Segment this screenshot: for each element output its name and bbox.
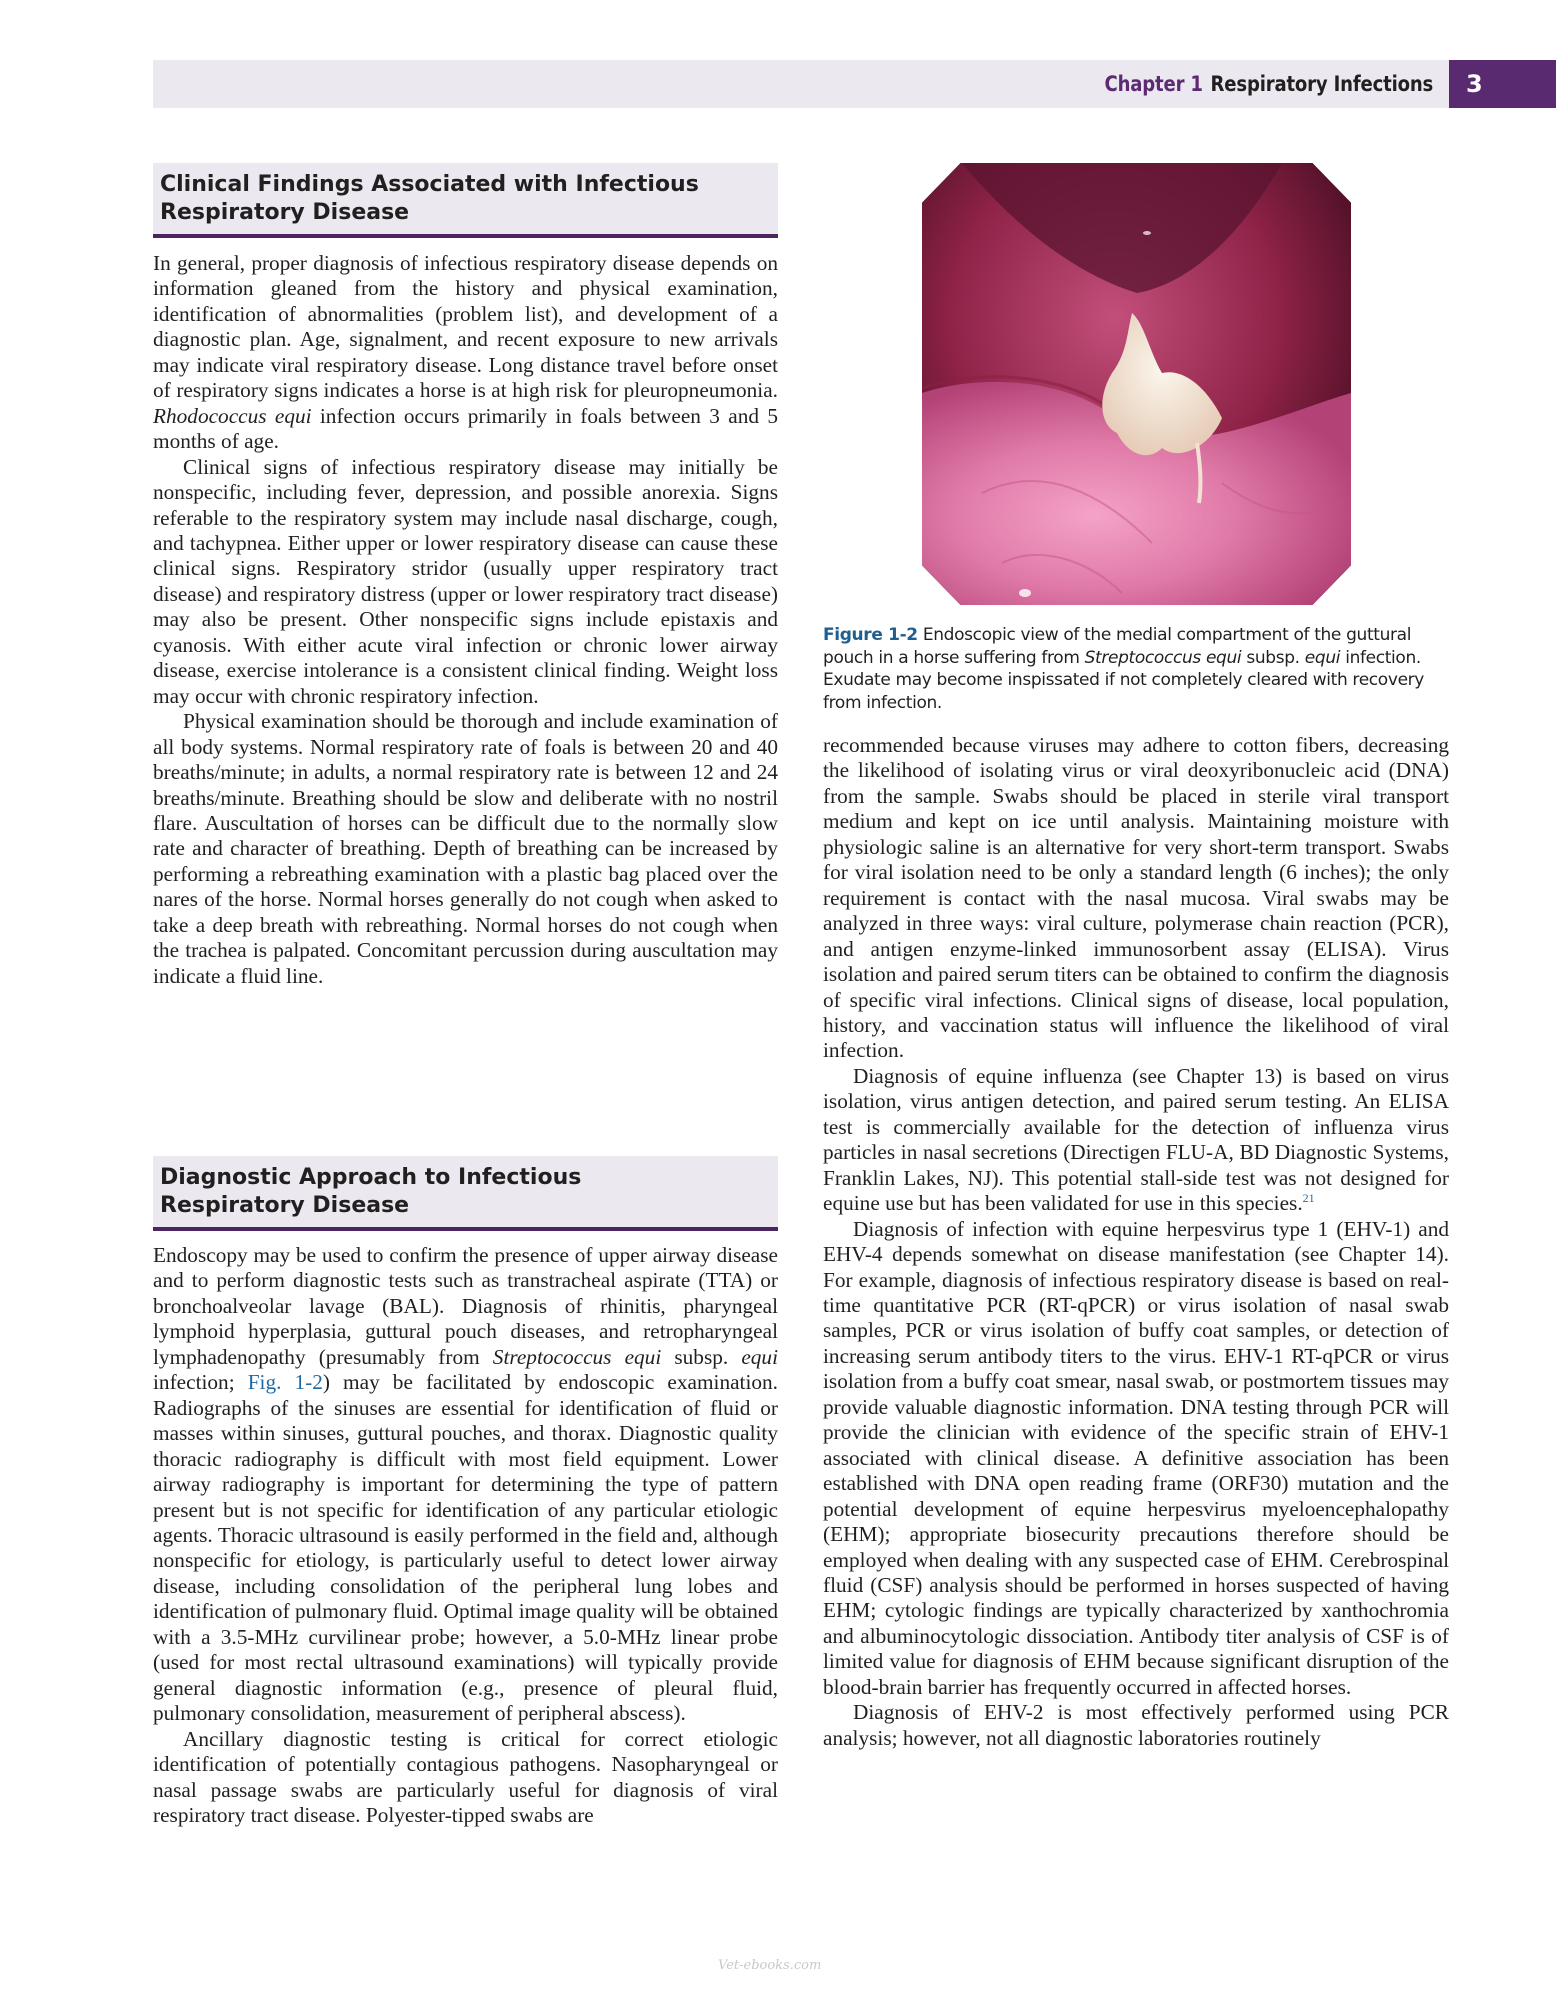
- text-run: Diagnosis of equine influenza (see Chapter 13) is based on virus isolation, virus antigen detection, and paired serum testing. An ELISA test is commercially available for the detection of influenza virus particles in nasal secretions (Directigen FLU-A, BD Diagnostic Systems, Franklin Lakes, NJ). This potential stall-side test was not designed for equine use but has been validated for use in this species.: [823, 1063, 1449, 1216]
- paragraph-ancillary-testing: Ancillary diagnostic testing is critical for correct etiologic identification of potentially contagious pathogens. Nasopharyngeal or nasal passage swabs are particularly useful for diagnosis of viral respiratory tract disease. Polyester-tipped swabs are: [153, 1726, 778, 1827]
- heading-line-2: Respiratory Disease: [160, 1193, 410, 1218]
- paragraph-history: [153, 251, 778, 455]
- left-column-block-2: [153, 1243, 778, 1828]
- section-heading-diagnostic-approach: [153, 1156, 778, 1231]
- paragraph-clinical-signs: Clinical signs of infectious respiratory disease may initially be nonspecific, including fever, depression, and possible anorexia. Signs referable to the respiratory system may include nasal discharge, cough, and tachypnea. Either upper or lower respiratory disease can cause these clinical signs. Respiratory stridor (usually upper respiratory tract disease) and respiratory distress (upper or lower respiratory tract disease) may also be present. Other nonspecific signs include epistaxis and cyanosis. With either acute viral infection or chronic lower airway disease, exercise intolerance is a consistent clinical finding. Weight loss may occur with chronic respiratory infection.: [153, 454, 778, 708]
- figure-caption: [823, 624, 1449, 714]
- light-reflection: [1143, 231, 1151, 235]
- paragraph-equine-influenza: [823, 1064, 1449, 1217]
- text-run: In general, proper diagnosis of infectious respiratory disease depends on information gleaned from the history and physical examination, identification of abnormalities (problem list), and development of a diagnostic plan. Age, signalment, and recent exposure to new arrivals may indicate viral respiratory disease. Long distance travel before onset of respiratory signs indicates a horse is at high risk for pleuropneumonia.: [153, 251, 778, 403]
- paragraph-swabs: recommended because viruses may adhere to cotton fibers, decreasing the likelihood of isolating virus or viral deoxyribonucleic acid (DNA) from the sample. Swabs should be placed in sterile viral transport medium and kept on ice until analysis. Maintaining moisture with physiologic saline is an alternative for very short-term transport. Swabs for viral isolation need to be only a standard length (6 inches); the only requirement is contact with the nasal mucosa. Viral swabs may be analyzed in three ways: viral culture, polymerase chain reaction (PCR), and antigen enzyme-linked immunosorbent assay (ELISA). Virus isolation and paired serum titers can be obtained to confirm the diagnosis of specific viral infections. Clinical signs of disease, local population, history, and vaccination status will influence the likelihood of viral infection.: [823, 733, 1449, 1063]
- italic-organism: Streptococcus equi: [492, 1344, 662, 1369]
- paragraph-ehv1: Diagnosis of infection with equine herpesvirus type 1 (EHV-1) and EHV-4 depends somewhat on disease manifestation (see Chapter 14). For example, diagnosis of infectious respiratory disease is based on real-time quantitative PCR (RT-qPCR) or virus isolation of nasal swab samples, PCR or virus isolation of buffy coat samples, or detection of increasing serum antibody titers to the virus. EHV-1 RT-qPCR or virus isolation from a buffy coat smear, nasal swab, or postmortem tissues may provide valuable diagnostic information. DNA testing through PCR will provide the clinician with evidence of the specific strain of EHV-1 associated with clinical disease. A definitive association has been established with DNA open reading frame (ORF30) mutation and the potential development of equine herpesvirus myeloencephalopathy (EHM); appropriate biosecurity precautions therefore should be employed when dealing with any suspected case of EHM. Cerebrospinal fluid (CSF) analysis should be performed in horses suspected of having EHM; cytologic findings are typically characterized by xanthochromia and albuminocytologic dissociation. Antibody titer analysis of CSF is of limited value for diagnosis of EHM because significant disruption of the blood-brain barrier has frequently occurred in affected horses.: [823, 1216, 1449, 1699]
- text-run: subsp.: [661, 1344, 742, 1369]
- page-number: [1449, 60, 1556, 108]
- text-run: ) may be facilitated by endoscopic examination. Radiographs of the sinuses are essential for identification of fluid or masses within sinuses, guttural pouches, and thorax. Diagnostic quality thoracic radiography is difficult with most field equipment. Lower airway radiography is important for determining the type of pattern present but is not specific for identification of any particular etiologic agents. Thoracic ultrasound is easily performed in the field and, although nonspecific for etiology, is particularly useful to detect lower airway disease, including consolidation of the peripheral lung lobes and identification of pulmonary fluid. Optimal image quality will be obtained with a 3.5-MHz curvilinear probe; however, a 5.0-MHz linear probe (used for most rectal ultrasound examinations) will typically provide general diagnostic information (e.g., presence of pleural fluid, pulmonary consolidation, measurement of peripheral abscess).: [153, 1370, 779, 1726]
- caption-text: infection. Exudate may become inspissated if not completely cleared with recovery from infection.: [823, 647, 1425, 713]
- endoscopy-illustration: [922, 163, 1351, 605]
- chapter-label: Chapter 1: [1104, 72, 1203, 96]
- heading-line-2: Respiratory Disease: [160, 200, 410, 225]
- paragraph-physical-exam: Physical examination should be thorough and include examination of all body systems. Normal respiratory rate of foals is between 20 and 40 breaths/minute; in adults, a normal respiratory rate is between 12 and 24 breaths/minute. Breathing should be slow and deliberate with no nostril flare. Auscultation of horses can be difficult due to the normally slow rate and character of breathing. Depth of breathing can be increased by performing a rebreathing examination with a plastic bag placed over the nares of the horse. Normal horses generally do not cough when asked to take a deep breath with rebreathing. Normal horses do not cough when the trachea is palpated. Concomitant percussion during auscultation may indicate a fluid line.: [153, 709, 778, 988]
- figure-link[interactable]: Fig. 1-2: [247, 1370, 323, 1395]
- right-column-text: [823, 733, 1449, 1751]
- heading-line-1: Diagnostic Approach to Infectious: [160, 1165, 582, 1190]
- italic-organism: Rhodococcus equi: [153, 403, 312, 428]
- page-number-text: 3: [1466, 70, 1483, 98]
- caption-text: Endoscopic view of the medial compartment of the guttural pouch in a horse suffering from: [823, 625, 1412, 668]
- text-run: infection;: [153, 1370, 248, 1395]
- figure-label: Figure 1-2: [823, 625, 918, 645]
- watermark: Vet-ebooks.com: [718, 1958, 822, 1973]
- paragraph-endoscopy: [153, 1243, 778, 1727]
- italic-organism: equi: [741, 1344, 778, 1369]
- endoscopic-figure-image: [922, 163, 1351, 605]
- caption-text: subsp.: [1241, 647, 1305, 668]
- heading-line-1: Clinical Findings Associated with Infectious: [160, 172, 699, 197]
- text-run: Endoscopy may be used to confirm the presence of upper airway disease and to perform diagnostic tests such as transtracheal aspirate (TTA) or bronchoalveolar lavage (BAL). Diagnosis of rhinitis, pharyngeal lymphoid hyperplasia, guttural pouch diseases, and retropharyngeal lymphadenopathy (presumably from: [153, 1243, 778, 1369]
- chapter-title: Respiratory Infections: [1210, 72, 1433, 96]
- light-reflection: [1019, 589, 1031, 597]
- text-run: infection occurs primarily in foals between 3 and 5 months of age.: [153, 403, 778, 454]
- paragraph-ehv2: Diagnosis of EHV-2 is most effectively performed using PCR analysis; however, not all diagnostic laboratories routinely: [823, 1700, 1449, 1750]
- running-header: [1104, 60, 1433, 108]
- caption-italic: Streptococcus equi: [1084, 647, 1242, 668]
- section-heading-clinical-findings: [153, 163, 778, 238]
- left-column-block-1: [153, 251, 778, 989]
- caption-italic: equi: [1304, 647, 1341, 668]
- reference-marker[interactable]: 21: [1302, 1191, 1315, 1206]
